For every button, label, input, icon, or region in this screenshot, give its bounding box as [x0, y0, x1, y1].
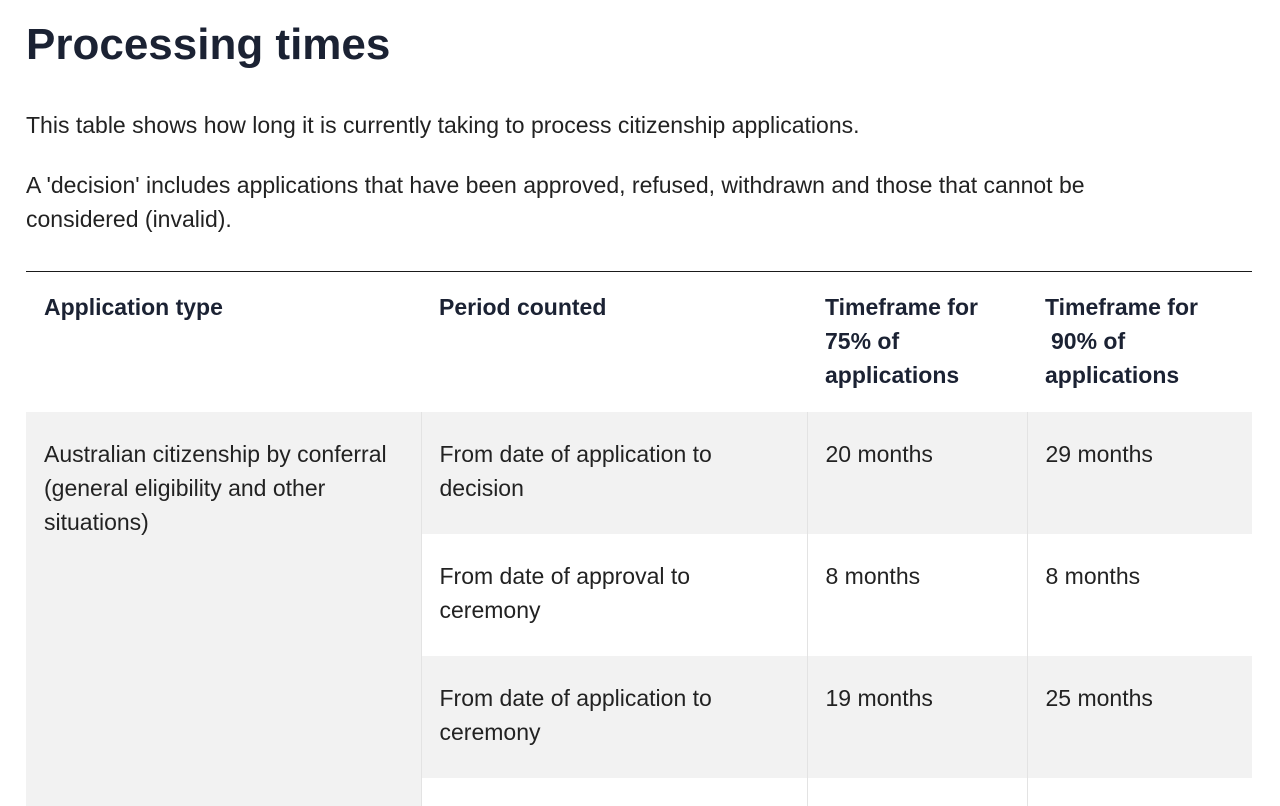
header-timeframe-90-line: Timeframe for	[1045, 294, 1198, 320]
header-timeframe-90	[1027, 272, 1252, 412]
cell-blank	[1027, 778, 1252, 806]
cell-timeframe-90: 25 months	[1027, 656, 1252, 778]
cell-timeframe-90: 8 months	[1027, 534, 1252, 656]
header-timeframe-90-line: applications	[1045, 362, 1180, 388]
header-application-type: Application type	[44, 294, 223, 320]
header-timeframe-75-line: Timeframe for	[825, 294, 978, 320]
intro-text	[26, 108, 1166, 262]
cell-timeframe-75: 20 months	[807, 412, 1027, 534]
table-header-row	[26, 272, 1252, 412]
intro-paragraph: A 'decision' includes applications that have been approved, refused, withdrawn and those that cannot be considered (invalid).	[26, 172, 1085, 232]
header-period-counted: Period counted	[439, 294, 607, 320]
page-title: Processing times	[26, 20, 391, 69]
cell-timeframe-90: 29 months	[1027, 412, 1252, 534]
cell-timeframe-75: 19 months	[807, 656, 1027, 778]
intro-paragraph: This table shows how long it is currently taking to process citizenship applications.	[26, 112, 860, 138]
cell-application-type	[26, 412, 421, 806]
processing-times-table	[26, 272, 1252, 806]
table-row	[26, 412, 1252, 534]
cell-timeframe-75: 8 months	[807, 534, 1027, 656]
cell-period: From date of approval to ceremony	[421, 534, 807, 656]
application-type-line: (general eligibility and other situations)	[44, 475, 326, 535]
header-timeframe-75-line: applications	[825, 362, 960, 388]
header-timeframe-75	[807, 272, 1027, 412]
cell-period: From date of application to decision	[421, 412, 807, 534]
cell-period: From date of application to ceremony	[421, 656, 807, 778]
cell-blank	[807, 778, 1027, 806]
header-timeframe-75-line: 75% of	[825, 328, 900, 354]
header-timeframe-90-line: 90% of	[1051, 328, 1126, 354]
application-type-line: Australian citizenship by conferral	[44, 441, 387, 467]
cell-blank	[421, 778, 807, 806]
processing-times-table-wrapper	[26, 271, 1252, 806]
